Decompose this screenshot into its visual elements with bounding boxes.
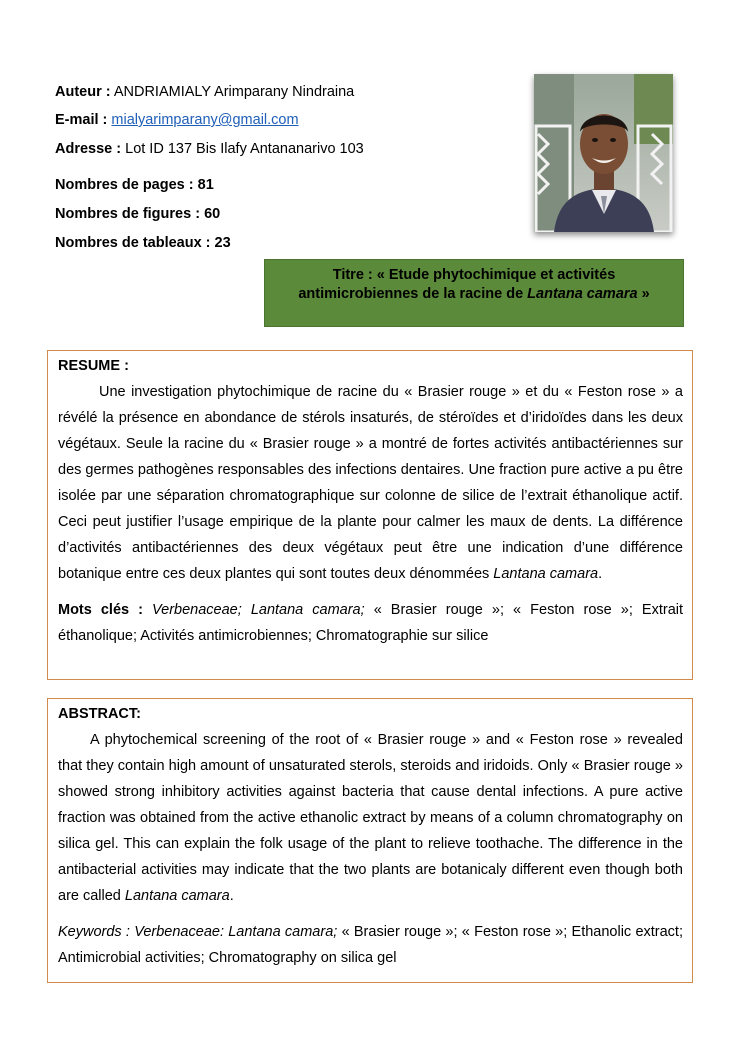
abstract-heading: ABSTRACT: xyxy=(58,706,141,722)
author-label: Auteur : xyxy=(55,84,111,100)
author-line xyxy=(55,83,354,101)
email-label: E-mail : xyxy=(55,112,108,128)
abstract-period: . xyxy=(229,888,234,904)
abstract-keywords xyxy=(58,919,683,971)
resume-heading: RESUME : xyxy=(58,358,129,374)
resume-section xyxy=(47,350,693,680)
abstract-species: Lantana camara xyxy=(124,888,230,904)
pages-label: Nombres de pages : xyxy=(55,177,194,193)
abstract-keywords-rest: « Brasier rouge »; « Feston rose »; Ethanolic extract; Antimicrobial activities; Chromatography on silica gel xyxy=(58,924,683,966)
figures-value: 60 xyxy=(204,206,221,222)
author-value: ANDRIAMIALY Arimparany Nindraina xyxy=(113,84,355,100)
address-line xyxy=(55,140,364,158)
title-box xyxy=(264,259,684,327)
resume-keywords-label: Mots clés : xyxy=(58,602,143,618)
resume-species: Lantana camara xyxy=(493,566,599,582)
document-title xyxy=(284,266,664,304)
author-portrait-image xyxy=(534,74,673,232)
pages-value: 81 xyxy=(197,177,214,193)
resume-period: . xyxy=(598,566,603,582)
email-link[interactable]: mialyarimparany@gmail.com xyxy=(111,112,299,128)
resume-keywords-rest: « Brasier rouge »; « Feston rose »; Extrait éthanolique; Activités antimicrobiennes; Chromatographie sur silice xyxy=(58,602,684,644)
resume-keywords xyxy=(58,597,683,649)
resume-body xyxy=(58,379,683,587)
author-photo xyxy=(534,74,673,232)
title-text: Titre : « Etude phytochimique et activités antimicrobiennes de la racine de xyxy=(298,267,616,302)
title-close: » xyxy=(637,286,650,302)
resume-keywords-italic: Verbenaceae; Lantana camara; xyxy=(152,602,365,618)
tables-line xyxy=(55,234,231,252)
address-value: Lot ID 137 Bis Ilafy Antananarivo 103 xyxy=(125,141,364,157)
resume-text: Une investigation phytochimique de racine du « Brasier rouge » et du « Feston rose » a révélé la présence en abondance de stérols insaturés, de stéroïdes et d’iridoïdes dans les deux végétaux. Seule la racine du « Brasier rouge » a montré de fortes activités antibactériennes sur des germes pathogènes responsables des infections dentaires. Une fraction pure active a pu être isolée par une séparation chromatographique sur colonne de silice de l’extrait éthanolique actif. Ceci peut justifier l’usage empirique de la plante pour calmer les maux de dents. La différence d’activités antibactériennes des deux végétaux peut être une indication d’une différence botanique entre ces deux plantes qui sont toutes deux dénommées xyxy=(58,384,683,582)
tables-label: Nombres de tableaux : xyxy=(55,235,211,251)
abstract-keywords-italic: Keywords : Verbenaceae: Lantana camara; xyxy=(58,924,338,940)
tables-value: 23 xyxy=(214,235,231,251)
abstract-body xyxy=(58,727,683,909)
address-label: Adresse : xyxy=(55,141,122,157)
pages-line xyxy=(55,176,214,194)
title-species: Lantana camara xyxy=(527,286,638,302)
figures-line xyxy=(55,205,220,223)
email-line xyxy=(55,111,299,129)
abstract-text: A phytochemical screening of the root of « Brasier rouge » and « Feston rose » revealed that they contain high amount of unsaturated sterols, steroids and iridoids. Only « Brasier rouge » showed strong inhibitory activities against bacteria that cause dental infections. A pure active fraction was obtained from the active ethanolic extract by means of a column chromatography on silica gel. This can explain the folk usage of the plant to relieve toothache. The difference in the antibacterial activities may indicate that the two plants are botanicaly different even though both are called xyxy=(58,732,683,904)
abstract-section xyxy=(47,698,693,983)
figures-label: Nombres de figures : xyxy=(55,206,201,222)
